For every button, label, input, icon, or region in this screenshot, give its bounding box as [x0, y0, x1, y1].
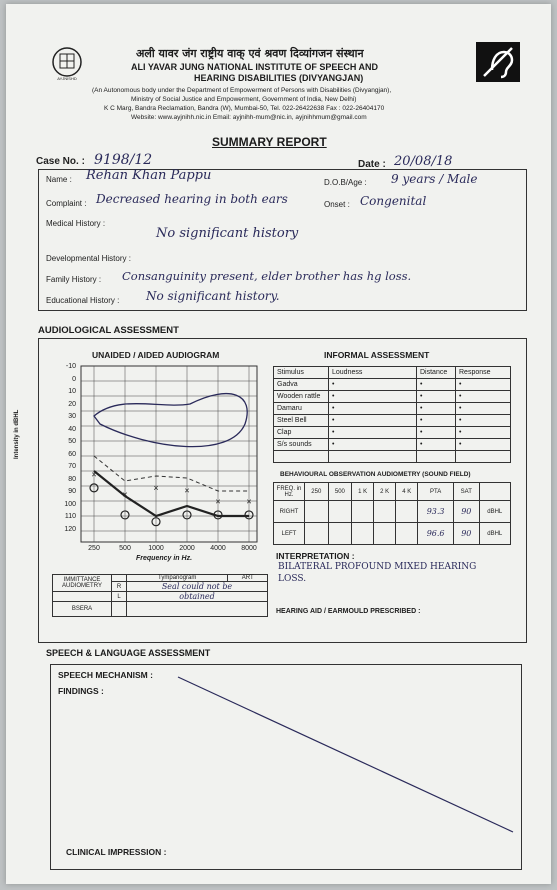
col-stimulus: Stimulus [274, 367, 329, 379]
audiogram-xtick: 4000 [210, 545, 226, 552]
col-response: Response [456, 367, 511, 379]
hearing-aid-label: HEARING AID / EARMOULD PRESCRIBED : [276, 608, 421, 615]
case-no-label: Case No. : [36, 156, 85, 167]
onset-value: Congenital [360, 194, 427, 208]
audiogram-ytick: 0 [72, 375, 76, 383]
dob-age-label: D.O.B/Age : [324, 178, 367, 187]
institute-contact: Website: www.ayjnihh.nic.in Email: ayjnihh-mum@nic.in, ayjnihhmum@gmail.com [131, 114, 367, 121]
findings-label: FINDINGS : [58, 686, 104, 696]
audiogram-ytick: 40 [68, 425, 76, 433]
family-history-label: Family History : [46, 275, 102, 284]
table-row: Gadva • • • [274, 379, 511, 391]
informal-assessment-title: INFORMAL ASSESSMENT [324, 350, 430, 360]
audiogram-xtick: 8000 [241, 545, 257, 552]
audiogram-ytick: -10 [65, 363, 76, 370]
table-row: RIGHT 93.3 90 dBHL [274, 501, 511, 523]
audiogram-ytick: 70 [68, 463, 76, 470]
family-history-value: Consanguinity present, elder brother has hg loss. [122, 269, 412, 283]
col-loudness: Loudness [329, 367, 417, 379]
left-ear-point: × [122, 489, 128, 500]
audiogram-ytick: 30 [68, 413, 76, 420]
col-distance: Distance [417, 367, 456, 379]
audiological-section-title: AUDIOLOGICAL ASSESSMENT [38, 325, 179, 336]
svg-text:AYJNISHD: AYJNISHD [57, 76, 77, 81]
left-ear-point: × [215, 496, 221, 507]
boa-title: BEHAVIOURAL OBSERVATION AUDIOMETRY (SOUND FIELD) [280, 471, 471, 478]
audiogram-xtick: 500 [119, 545, 131, 552]
report-paper [6, 4, 551, 884]
left-ear-point: × [184, 485, 190, 496]
table-row: S/s sounds • • • [274, 439, 511, 451]
date-value: 20/08/18 [394, 154, 453, 169]
medical-history-value: No significant history [156, 226, 299, 241]
audiogram-ylabel: Intensity in dBHL [14, 409, 20, 459]
strike-line [58, 672, 518, 847]
table-row: Wooden rattle • • • [274, 391, 511, 403]
audiogram-title: UNAIDED / AIDED AUDIOGRAM [92, 350, 220, 360]
medical-history-label: Medical History : [46, 219, 106, 228]
audiogram-ytick: 10 [68, 388, 76, 395]
audiogram-ytick: 100 [64, 500, 76, 508]
table-row: Steel Bell • • • [274, 415, 511, 427]
case-no-value: 9198/12 [94, 152, 153, 168]
audiogram-ytick: 60 [68, 450, 76, 458]
educational-history-value: No significant history. [146, 289, 280, 303]
institute-address: K C Marg, Bandra Reclamation, Bandra (W), Mumbai-50, Tel. 022-26422638 Fax : 022-26404170 [104, 105, 385, 112]
complaint-label: Complaint : [46, 199, 87, 208]
right-ear-line [94, 471, 252, 516]
institute-ministry: Ministry of Social Justice and Empowerment, Government of India, New Delhi) [131, 96, 357, 103]
dob-age-value: 9 years / Male [391, 172, 478, 186]
audiogram-ytick: 90 [68, 488, 76, 495]
report-title: SUMMARY REPORT [212, 135, 327, 149]
table-row: Clap • • • [274, 427, 511, 439]
table-row: Damaru • • • [274, 403, 511, 415]
interpretation-line2: LOSS. [278, 574, 307, 584]
clinical-impression-label: CLINICAL IMPRESSION : [66, 847, 167, 857]
interpretation-label: INTERPRETATION : [276, 551, 355, 561]
left-ear-point: × [91, 469, 97, 480]
institute-name-line2: HEARING DISABILITIES (DIVYANGJAN) [194, 73, 364, 83]
left-ear-point: × [153, 482, 159, 493]
name-label: Name : [46, 175, 72, 184]
boa-table: FREQ. in Hz. 250 500 1 K 2 K 4 K PTA SAT RIGHT 93.3 90 dBHL LEFT 96.6 90 dBHL [273, 482, 511, 545]
institute-description: (An Autonomous body under the Department of Empowerment of Persons with Disabilities (Divyangjan), [92, 87, 392, 94]
audiogram-ytick: 120 [64, 525, 76, 533]
speech-mechanism-label: SPEECH MECHANISM : [58, 670, 153, 680]
audiogram-ytick: 20 [68, 400, 76, 408]
audiogram-svg [80, 364, 260, 544]
audiogram-ytick: 110 [64, 513, 76, 520]
complaint-value: Decreased hearing in both ears [96, 192, 288, 206]
educational-history-label: Educational History : [46, 296, 120, 305]
audiogram-xtick: 2000 [179, 545, 195, 552]
table-row [274, 451, 511, 463]
audiogram-xtick: 1000 [148, 545, 164, 552]
name-value: Rehan Khan Pappu [86, 168, 212, 183]
speech-language-title: SPEECH & LANGUAGE ASSESSMENT [46, 648, 211, 658]
deaf-symbol-icon [476, 42, 520, 82]
audiogram-xtick: 250 [88, 545, 100, 552]
immittance-table: IMMITTANCE AUDIOMETRY Tympanogram ART R Seal could not be L obtained BSERA [52, 574, 268, 617]
audiogram-ytick: 80 [68, 475, 76, 483]
onset-label: Onset : [324, 200, 350, 209]
audiogram-ytick: 50 [68, 438, 76, 445]
informal-assessment-table [273, 366, 511, 463]
developmental-history-label: Developmental History : [46, 254, 131, 263]
date-label: Date : [358, 159, 386, 170]
institute-name-line1: ALI YAVAR JUNG NATIONAL INSTITUTE OF SPEECH AND [131, 62, 379, 72]
audiogram-xlabel: Frequency in Hz. [136, 555, 193, 562]
speech-banana [94, 394, 247, 447]
institute-logo [50, 44, 84, 82]
interpretation-line1: BILATERAL PROFOUND MIXED HEARING [278, 562, 477, 572]
institute-name-hindi: अली यावर जंग राष्ट्रीय वाक् एवं श्रवण दिव्यांगजन संस्थान [136, 47, 364, 60]
table-row: LEFT 96.6 90 dBHL [274, 523, 511, 545]
left-ear-point: × [246, 496, 252, 507]
audiogram-chart [80, 364, 260, 549]
